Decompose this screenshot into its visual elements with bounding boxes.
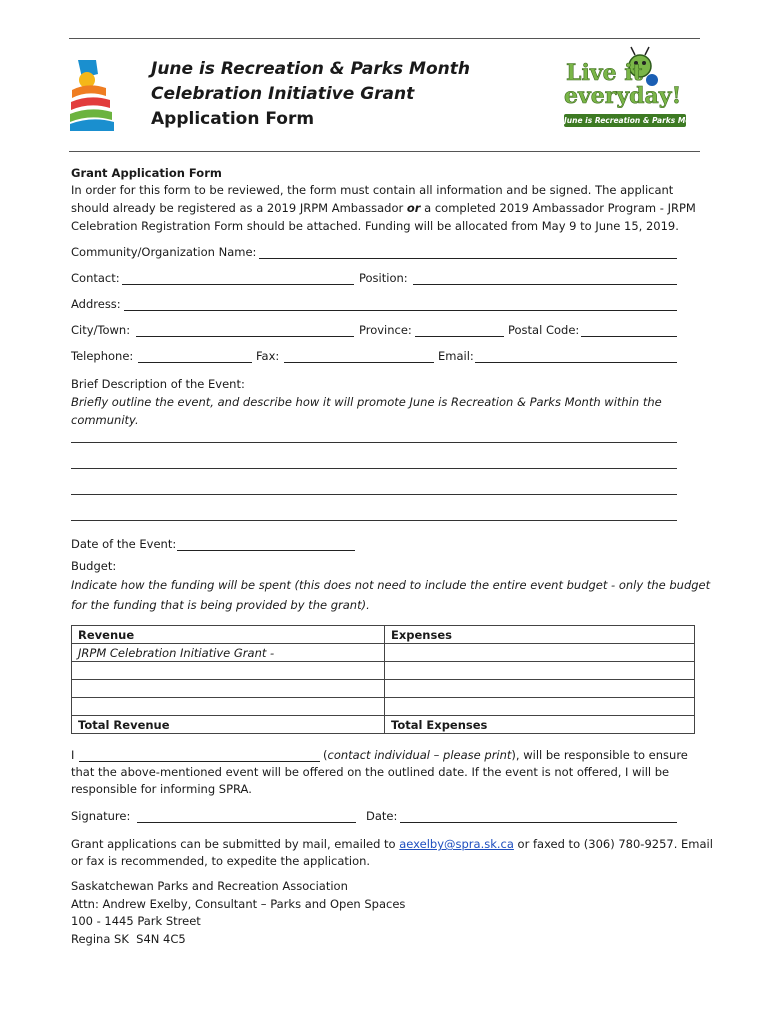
position-input[interactable] [413,284,677,285]
signature-label: Signature: [71,809,131,823]
province-label: Province: [359,323,412,337]
revenue-header: Revenue [72,626,385,644]
postal-input[interactable] [581,336,677,337]
declaration-prefix: I [71,748,75,762]
form-title-line2: Celebration Initiative Grant [151,84,415,104]
table-header-row [72,626,695,644]
intro-heading: Grant Application Form [71,166,222,180]
expenses-header: Expenses [385,626,695,644]
form-title-line3: Application Form [151,109,315,129]
fax-label: Fax: [256,349,280,363]
declaration-line2: that the above-mentioned event will be offered on the outlined date. If the event is not offered, I will be [71,765,670,779]
total-revenue-cell[interactable]: Total Revenue [72,716,385,734]
email-link[interactable]: aexelby@spra.sk.ca [399,837,514,851]
revenue-cell[interactable]: JRPM Celebration Initiative Grant - [72,644,385,662]
address-line1: Saskatchewan Parks and Recreation Association [71,879,348,893]
signature-input[interactable] [137,822,356,823]
address-label: Address: [71,297,121,311]
submission-line2: or fax is recommended, to expedite the application. [71,854,371,868]
header-top-rule [69,38,700,39]
intro-line2 [71,200,696,217]
description-line-2[interactable] [71,468,677,469]
intro-line2-b: a completed 2019 Ambassador Program - JRPM [420,201,696,215]
contact-individual-input[interactable] [79,761,320,762]
event-date-input[interactable] [177,550,355,551]
expenses-cell[interactable] [385,644,695,662]
community-input[interactable] [259,258,677,259]
intro-line1: In order for this form to be reviewed, the form must contain all information and be signed. The applicant [71,183,674,197]
form-title-line1: June is Recreation & Parks Month [151,59,470,79]
submission-line1-a: Grant applications can be submitted by mail, emailed to [71,837,400,851]
live-it-text: Live it [566,60,643,86]
declaration-line1-end: (contact individual – please print), will be responsible to ensure [323,748,688,762]
table-row [72,680,695,698]
table-total-row [72,716,695,734]
live-it-everyday-logo [560,44,705,134]
expenses-cell[interactable] [385,662,695,680]
declaration-line3: responsible for informing SPRA. [71,782,252,796]
contact-input[interactable] [122,284,354,285]
province-input[interactable] [415,336,504,337]
budget-hint-line1: Indicate how the funding will be spent (this does not need to include the entire event budget - only the budget [71,578,711,592]
event-date-label: Date of the Event: [71,537,177,551]
table-row [72,662,695,680]
city-label: City/Town: [71,323,131,337]
budget-table [71,625,695,734]
description-line-4[interactable] [71,520,677,521]
postal-label: Postal Code: [508,323,580,337]
address-line3: 100 - 1445 Park Street [71,914,201,928]
address-line4: Regina SK S4N 4C5 [71,932,186,946]
email-label: Email: [438,349,474,363]
fax-input[interactable] [284,362,434,363]
telephone-input[interactable] [138,362,252,363]
declaration-line1-tail: ), will be responsible to ensure [511,748,688,762]
total-expenses-cell[interactable]: Total Expenses [385,716,695,734]
intro-line2-a: should already be registered as a 2019 JRPM Ambassador [71,201,407,215]
expenses-cell[interactable] [385,680,695,698]
community-label: Community/Organization Name: [71,245,257,259]
description-line-3[interactable] [71,494,677,495]
intro-or: or [406,201,421,215]
revenue-cell[interactable] [72,662,385,680]
date-input[interactable] [400,822,677,823]
budget-hint-line2: for the funding that is being provided by the grant). [71,598,370,612]
logo-tagline: June is Recreation & Parks Month [564,116,705,125]
address-line2: Attn: Andrew Exelby, Consultant – Parks and Open Spaces [71,897,406,911]
expenses-cell[interactable] [385,698,695,716]
address-input[interactable] [124,310,677,311]
everyday-text: everyday! [564,83,682,109]
description-line-1[interactable] [71,442,677,443]
revenue-cell[interactable] [72,698,385,716]
city-input[interactable] [136,336,354,337]
print-hint: contact individual – please print [327,748,512,762]
description-hint-line2: community. [71,413,139,427]
position-label: Position: [359,271,408,285]
spra-logo-icon [68,58,116,134]
budget-label: Budget: [71,559,117,573]
description-label: Brief Description of the Event: [71,377,245,391]
email-input[interactable] [475,362,677,363]
table-row [72,698,695,716]
description-hint-line1: Briefly outline the event, and describe how it will promote June is Recreation & Parks Month within the [71,395,662,409]
header-bottom-rule [69,151,700,152]
submission-line1 [71,836,713,853]
telephone-label: Telephone: [71,349,134,363]
table-row [72,644,695,662]
contact-label: Contact: [71,271,120,285]
date-label: Date: [366,809,398,823]
revenue-cell[interactable] [72,680,385,698]
intro-line3: Celebration Registration Form should be attached. Funding will be allocated from May 9 to June 15, 2019. [71,219,679,233]
submission-line1-b: or faxed to (306) 780-9257. Email [513,837,713,851]
